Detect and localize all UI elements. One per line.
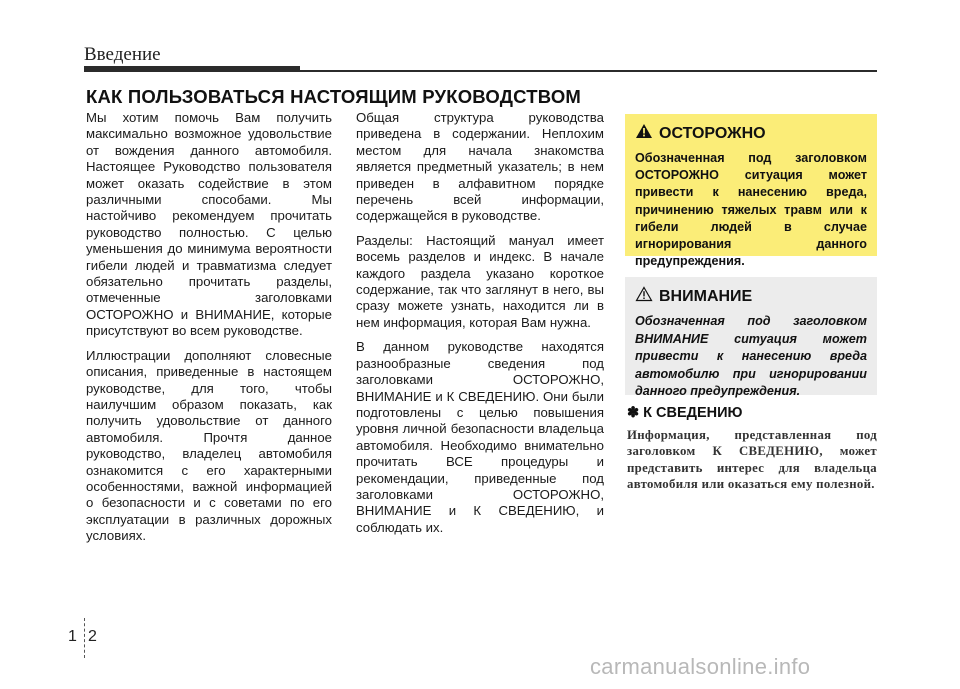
warning-title: ОСТОРОЖНО xyxy=(659,124,766,142)
warning-body: Обозначенная под заголовком ОСТОРОЖНО ситуация может привести к нанесению вреда, причинению тяжелых травм или к гибели людей в случае игнорирования данного предупреждения. xyxy=(635,151,867,269)
page-heading: КАК ПОЛЬЗОВАТЬСЯ НАСТОЯЩИМ РУКОВОДСТВОМ xyxy=(86,86,582,107)
chapter-number: 1 xyxy=(68,628,77,645)
page-number-divider xyxy=(84,618,85,658)
page-number: 2 xyxy=(88,628,97,645)
paragraph: Разделы: Настоящий мануал имеет восемь разделов и индекс. В начале каждого раздела указано короткое содержание, так что заглянут в него, вы сразу можете узнать, находится ли в нем информация, которая Вам нужна. xyxy=(356,232,604,330)
paragraph: Общая структура руководства приведена в содержании. Неплохим местом для начала знакомства является предметный указатель; в нем приведен в алфавитном порядке перечень всей информации, содержащейся в руководстве. xyxy=(356,110,604,224)
note-body: Информация, представленная под заголовком К СВЕДЕНИЮ, может представить интерес для владельца автомобиля или оказаться ему полезной. xyxy=(627,428,877,492)
header-rule-thin xyxy=(300,70,877,72)
caution-body: Обозначенная под заголовком ВНИМАНИЕ ситуация может привести к нанесению вреда автомобилю при игнорировании данного предупреждения. xyxy=(635,314,867,399)
paragraph: В данном руководстве находятся разнообразные сведения под заголовками ОСТОРОЖНО, ВНИМАНИЕ и К СВЕДЕНИЮ. Они были подготовлены с целью повышения уровня личной безопасности владельца автомобиля. Необходимо внимательно прочитать ВСЕ процедуры и рекомендации, приведенные под заголовками ОСТОРОЖНО, ВНИМАНИЕ и К СВЕДЕНИЮ, и соблюдать их. xyxy=(356,339,604,535)
warning-triangle-icon xyxy=(635,123,653,144)
caution-triangle-outline-icon xyxy=(635,286,653,307)
section-label: Введение xyxy=(84,44,161,65)
warning-title-row xyxy=(635,123,867,144)
note-title-text: К СВЕДЕНИЮ xyxy=(643,405,743,421)
caution-title: ВНИМАНИЕ xyxy=(659,287,753,305)
caution-box xyxy=(625,277,877,399)
note-symbol-icon: ✽ xyxy=(627,405,640,421)
text-column-1 xyxy=(86,110,332,553)
paragraph: Иллюстрации дополняют словесные описания, приведенные в настоящем руководстве, для того, чтобы наилучшим образом показать, как получить удовольствие от данного автомобиля. Прочтя данное руководство, владелец автомобиля ознакомится с его характерными особенностями, важной информацией о безопасности и с советами по его эксплуатации в различных дорожных условиях. xyxy=(86,347,332,544)
watermark: carmanualsonline.info xyxy=(590,654,811,679)
warning-box xyxy=(625,114,877,269)
note-title xyxy=(627,405,743,421)
paragraph: Мы хотим помочь Вам получить максимально возможное удовольствие от вождения данного автомобиля. Настоящее Руководство пользователя может оказать содействие в этом различными способами. Мы настойчиво рекомендуем прочитать руководство полностью. С целью уменьшения до минимума вероятности гибели людей и травматизма следует обязательно прочитать разделы, отмеченные заголовками ОСТОРОЖНО и ВНИМАНИЕ, которые присутствуют во всем руководстве. xyxy=(86,110,332,339)
text-column-2 xyxy=(356,110,604,544)
header-rule-thick xyxy=(84,66,300,72)
caution-title-row xyxy=(635,286,867,307)
